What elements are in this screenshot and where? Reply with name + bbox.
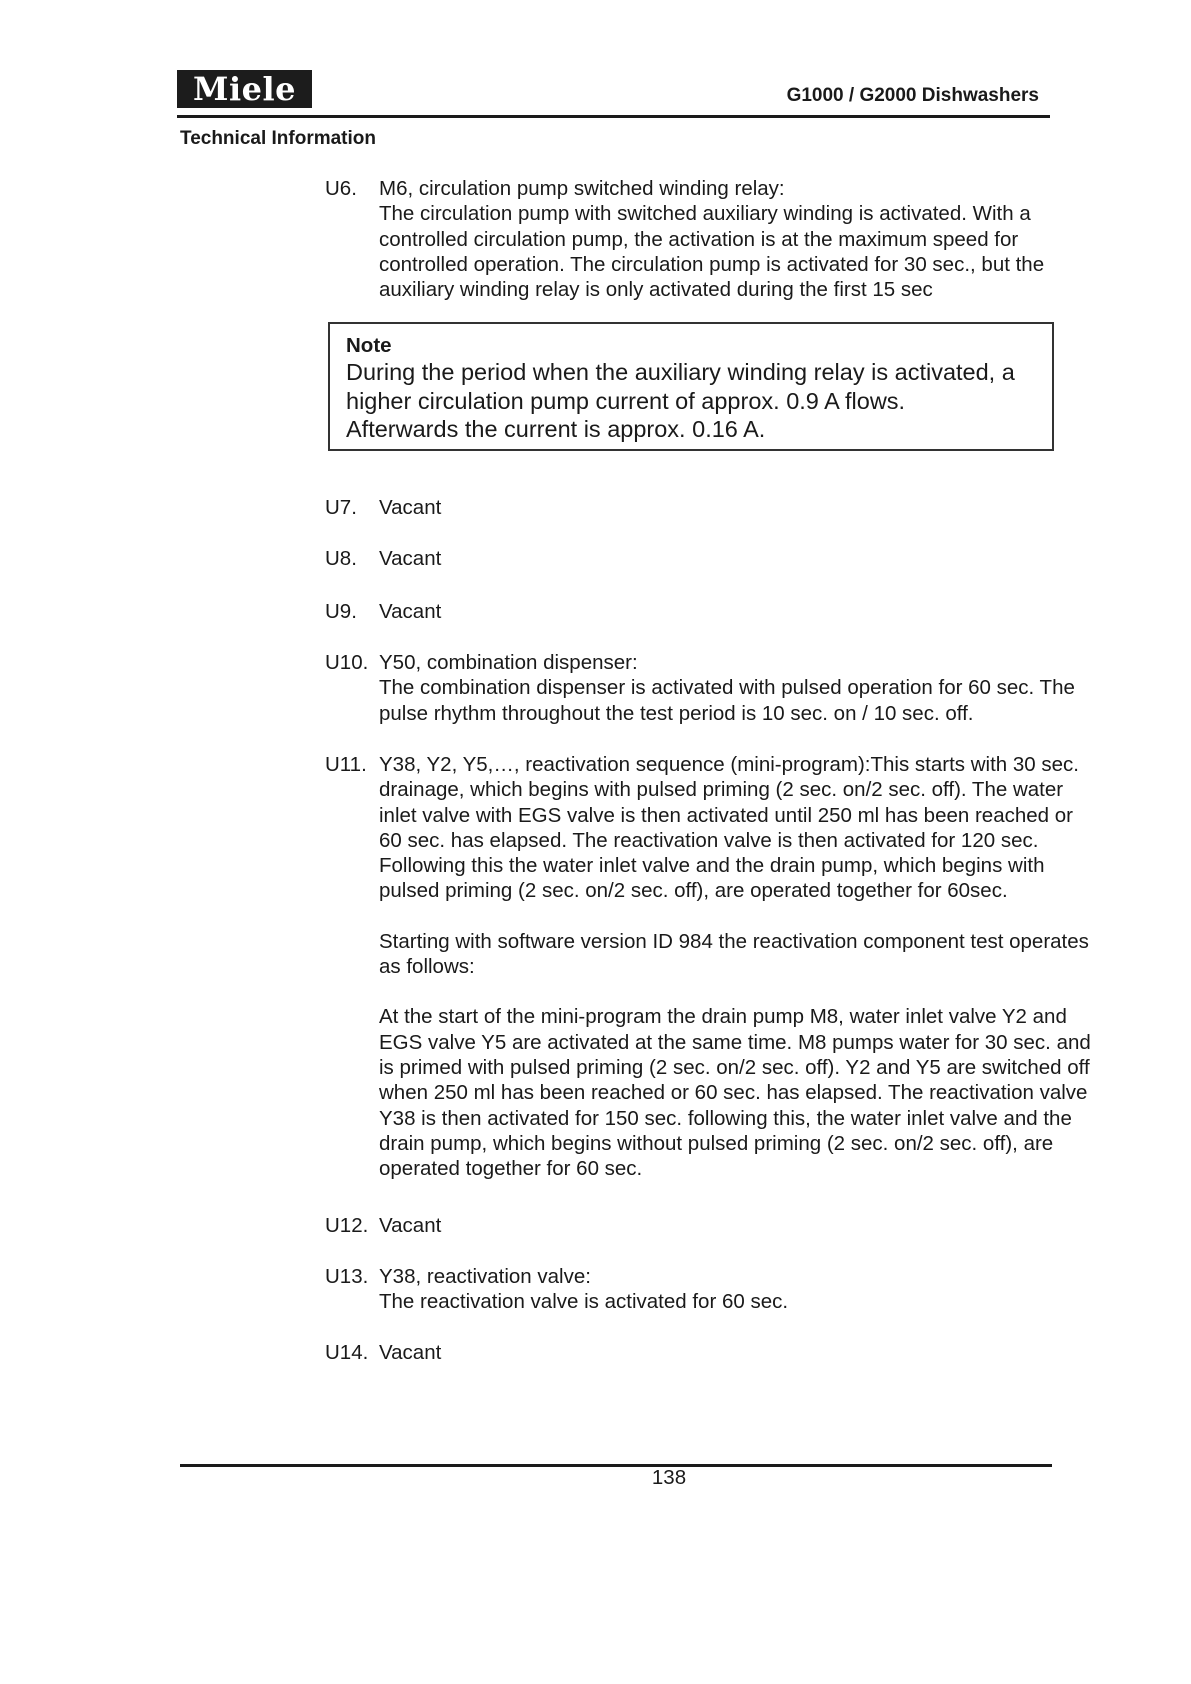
entry-line: The reactivation valve is activated for 60 sec. bbox=[379, 1290, 789, 1314]
entry-u12 bbox=[325, 1213, 1155, 1238]
entry-line: inlet valve with EGS valve is then activated until 250 ml has been reached or bbox=[379, 803, 1073, 827]
entry-u14 bbox=[325, 1340, 1155, 1365]
note-line: During the period when the auxiliary winding relay is activated, a bbox=[346, 359, 1015, 385]
entry-u9 bbox=[325, 599, 1155, 624]
entry-line: The combination dispenser is activated with pulsed operation for 60 sec. The bbox=[379, 676, 1075, 700]
note-line: Afterwards the current is approx. 0.16 A. bbox=[346, 416, 766, 442]
entry-code: U8. bbox=[325, 547, 357, 570]
entry-line: as follows: bbox=[379, 955, 475, 979]
entry-line: Following this the water inlet valve and the drain pump, which begins with bbox=[379, 854, 1045, 878]
entry-code: U13. bbox=[325, 1265, 369, 1288]
entry-code: U10. bbox=[325, 651, 369, 674]
entry-u6 bbox=[325, 176, 1155, 302]
header-divider bbox=[177, 115, 1050, 118]
entry-code: U6. bbox=[325, 177, 357, 200]
entry-code: U11. bbox=[325, 753, 367, 776]
note-line: higher circulation pump current of approx. 0.9 A flows. bbox=[346, 387, 906, 414]
entry-line: The circulation pump with switched auxiliary winding is activated. With a bbox=[379, 202, 1031, 226]
entry-line: controlled operation. The circulation pump is activated for 30 sec., but the bbox=[379, 252, 1045, 276]
entry-title: Vacant bbox=[379, 496, 442, 519]
entry-line: 60 sec. has elapsed. The reactivation valve is then activated for 120 sec. bbox=[379, 828, 1039, 852]
entry-code: U7. bbox=[325, 496, 357, 519]
entry-title: Y38, reactivation valve: bbox=[379, 1265, 591, 1288]
entry-u8 bbox=[325, 546, 1155, 571]
entry-line: auxiliary winding relay is only activated during the first 15 sec bbox=[379, 278, 933, 302]
entry-code: U9. bbox=[325, 600, 357, 623]
entry-u13 bbox=[325, 1264, 1155, 1315]
entry-line: controlled circulation pump, the activation is at the maximum speed for bbox=[379, 227, 1019, 251]
entry-title: M6, circulation pump switched winding relay: bbox=[379, 177, 785, 200]
entry-line: is primed with pulsed priming (2 sec. on/2 sec. off). Y2 and Y5 are switched off bbox=[379, 1055, 1090, 1079]
entry-title: Y38, Y2, Y5,…, reactivation sequence (mini-program):This starts with 30 sec. bbox=[379, 753, 1079, 776]
entry-u7 bbox=[325, 495, 1155, 520]
entry-title: Vacant bbox=[379, 1341, 442, 1364]
entry-line: drain pump, which begins without pulsed priming (2 sec. on/2 sec. off), are bbox=[379, 1131, 1054, 1155]
entry-line: drainage, which begins with pulsed priming (2 sec. on/2 sec. off). The water bbox=[379, 778, 1064, 802]
entry-code: U12. bbox=[325, 1214, 369, 1237]
entry-u10 bbox=[325, 650, 1155, 726]
page-number: 138 bbox=[651, 1466, 687, 1489]
entry-u11 bbox=[325, 752, 1155, 1181]
section-label: Technical Information bbox=[180, 128, 377, 149]
entry-line: Y38 is then activated for 150 sec. following this, the water inlet valve and the bbox=[379, 1106, 1072, 1130]
entry-title: Y50, combination dispenser: bbox=[379, 651, 638, 674]
note-box bbox=[328, 322, 1054, 451]
entry-line: when 250 ml has been reached or 60 sec. has elapsed. The reactivation valve bbox=[379, 1081, 1088, 1105]
document-title: G1000 / G2000 Dishwashers bbox=[786, 85, 1039, 106]
entry-line: pulse rhythm throughout the test period is 10 sec. on / 10 sec. off. bbox=[379, 701, 974, 725]
miele-logo bbox=[177, 70, 312, 108]
entry-title: Vacant bbox=[379, 600, 442, 623]
entry-line: Starting with software version ID 984 the reactivation component test operates bbox=[379, 929, 1089, 953]
entry-line: pulsed priming (2 sec. on/2 sec. off), are operated together for 60sec. bbox=[379, 879, 1008, 903]
entry-code: U14. bbox=[325, 1341, 369, 1364]
note-heading: Note bbox=[346, 334, 392, 357]
entry-line: operated together for 60 sec. bbox=[379, 1157, 643, 1181]
entry-title: Vacant bbox=[379, 547, 442, 570]
entry-title: Vacant bbox=[379, 1214, 442, 1237]
entry-line: EGS valve Y5 are activated at the same time. M8 pumps water for 30 sec. and bbox=[379, 1030, 1091, 1054]
entry-line: At the start of the mini-program the drain pump M8, water inlet valve Y2 and bbox=[379, 1005, 1067, 1029]
logo-text: Miele bbox=[193, 70, 296, 108]
